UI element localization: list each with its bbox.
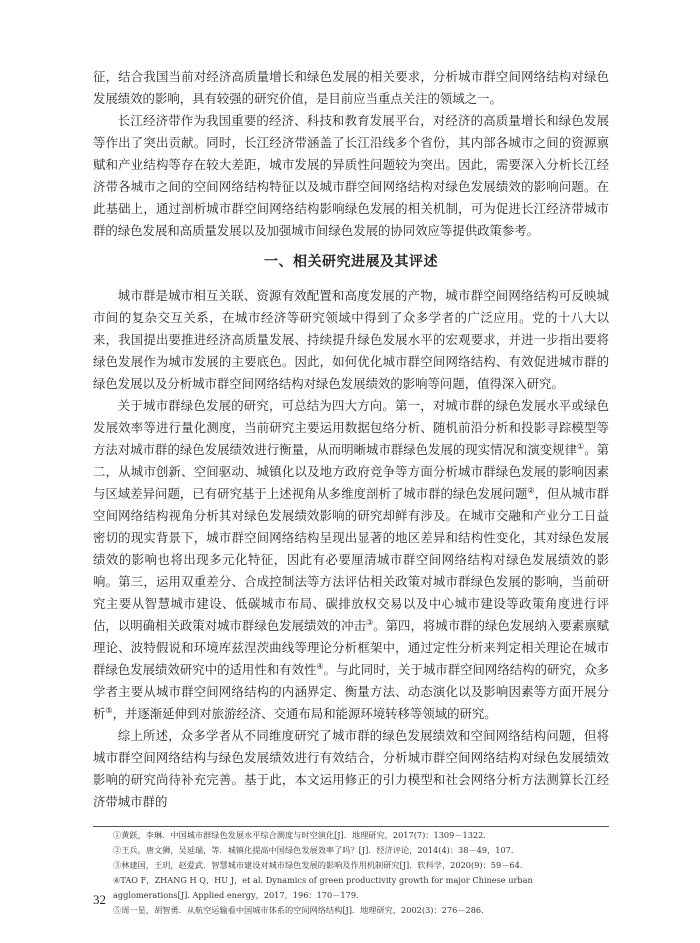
footnote-item: ④TAO F，ZHANG H Q，HU J，et al. Dynamics of green productivity growth for major Chinese urban agglomerations[J]. Applied energy，2017，196：170－179. — [113, 875, 533, 900]
footnote-item: ②王兵，唐文狮，吴延瑞，等．城镇化提高中国绿色发展效率了吗？[J]．经济评论，2014(4)：38－49，107. — [113, 845, 514, 855]
footnote-ref-2[interactable]: ② — [527, 485, 535, 495]
text-segment: ，并逐渐延伸到对旅游经济、交通布局和能源环境转移等领域的研究。 — [112, 706, 497, 721]
footnote-ref-5[interactable]: ⑤ — [105, 705, 113, 715]
text-segment: 关于城市群绿色发展的研究，可总结为四大方向。第一，对城市群的绿色发展水平或绿色发展效率等进行量化测度，当前研究主要运用数据包络分析、随机前沿分析和投影寻踪模型等方法对城市群的绿色发展绩效进行衡量，从而明晰城市群绿色发展的现实情况和演变规律 — [93, 398, 609, 457]
text-segment: 。与此同时，关于城市群空间网络结构的研究，众多学者主要从城市群空间网络结构的内涵界定、衡量方法、动态演化以及影响因素等方面开展分析 — [93, 662, 610, 721]
section-heading: 一、相关研究进展及其评述 — [264, 254, 438, 270]
footnote-ref-4[interactable]: ④ — [316, 661, 324, 671]
text-segment: 。第四，将城市群的绿色发展纳入要素禀赋理论、波特假说和环境库兹涅茨曲线等理论分析框架中，通过定性分析来判定相关理论在城市群绿色发展绩效研究中的适用性和有效性 — [93, 618, 610, 677]
footnotes — [93, 828, 609, 918]
text-segment: ，但从城市群空间网络结构视角分析其对绿色发展绩效影响的研究却鲜有涉及。在城市交融和产业分工日益密切的现实背景下，城市群空间网络结构呈现出显著的地区差异和结构性变化，其对绿色发展绩效的影响也将出现多元化特征，因此有必要厘清城市群空间网络结构对绿色发展绩效的影响。第三，运用双重差分、合成控制法等方法评估相关政策对城市群绿色发展的影响，当前研究主要从智慧城市建设、低碳城市布局、碳排放权交易以及中心城市建设等政策角度进行评估，以明确相关政策对城市群绿色发展绩效的冲击 — [93, 486, 610, 633]
paragraph-continued: 征，结合我国当前对经济高质量增长和绿色发展的相关要求，分析城市群空间网络结构对绿色发展绩效的影响，具有较强的研究价值，是目前应当重点关注的领域之一。 — [93, 69, 609, 106]
footnote-ref-1[interactable]: ① — [577, 441, 585, 451]
body-text — [93, 66, 609, 813]
footnote-ref-3[interactable]: ③ — [366, 617, 374, 627]
paragraph-yangtze-belt: 长江经济带作为我国重要的经济、科技和教育发展平台，对经济的高质量增长和绿色发展等作出了突出贡献。同时，长江经济带涵盖了长江沿线多个省份，其内部各城市之间的资源禀赋和产业结构等存在较大差距，城市发展的异质性问题较为突出。因此，需要深入分析长江经济带各城市之间的空间网络结构特征以及城市群空间网络结构对绿色发展绩效的影响问题。在此基础上，通过剖析城市群空间网络结构影响绿色发展的相关机制，可为促进长江经济带城市群的绿色发展和高质量发展以及加强城市间绿色发展的协同效应等提供政策参考。 — [93, 113, 609, 238]
page-number: 32 — [93, 892, 106, 907]
paragraph-summary: 综上所述，众多学者从不同维度研究了城市群的绿色发展绩效和空间网络结构问题，但将城市群空间网络结构与绿色发展绩效进行有效结合，分析城市群空间网络结构对绿色发展绩效影响的研究尚待补充完善。基于此，本文运用修正的引力模型和社会网络分析方法测算长江经济带城市群的 — [93, 728, 609, 809]
text-segment: 。第二，从城市创新、空间驱动、城镇化以及地方政府竞争等方面分析城市群绿色发展的影响因素与区域差异问题，已有研究基于上述视角从多维度剖析了城市群的绿色发展问题 — [93, 442, 610, 501]
footnote-item: ①黄跃，李琳．中国城市群绿色发展水平综合测度与时空演化[J]．地理研究，2017(7)：1309－1322. — [113, 830, 486, 840]
footnote-item: ③林建国，王玥，赵爱武．智慧城市建设对城市绿色发展的影响及作用机制研究[J]．软科学，2020(9)：59－64. — [113, 860, 523, 870]
footnote-divider — [93, 826, 609, 827]
footnote-item: ⑤周一星，胡智勇．从航空运输看中国城市体系的空间网络结构[J]．地理研究，2002(3)：276－286. — [113, 905, 484, 915]
paragraph-urban-agglomeration: 城市群是城市相互关联、资源有效配置和高度发展的产物，城市群空间网络结构可反映城市间的复杂交互关系，在城市经济等研究领域中得到了众多学者的广泛应用。党的十八大以来，我国提出要推进经济高质量发展、持续提升绿色发展水平的宏观要求，并进一步指出要将绿色发展作为城市发展的主要底色。因此，如何优化城市群空间网络结构、有效促进城市群的绿色发展以及分析城市群空间网络结构对绿色发展绩效的影响等问题，值得深入研究。 — [93, 288, 609, 391]
paragraph-research-directions — [93, 395, 609, 725]
